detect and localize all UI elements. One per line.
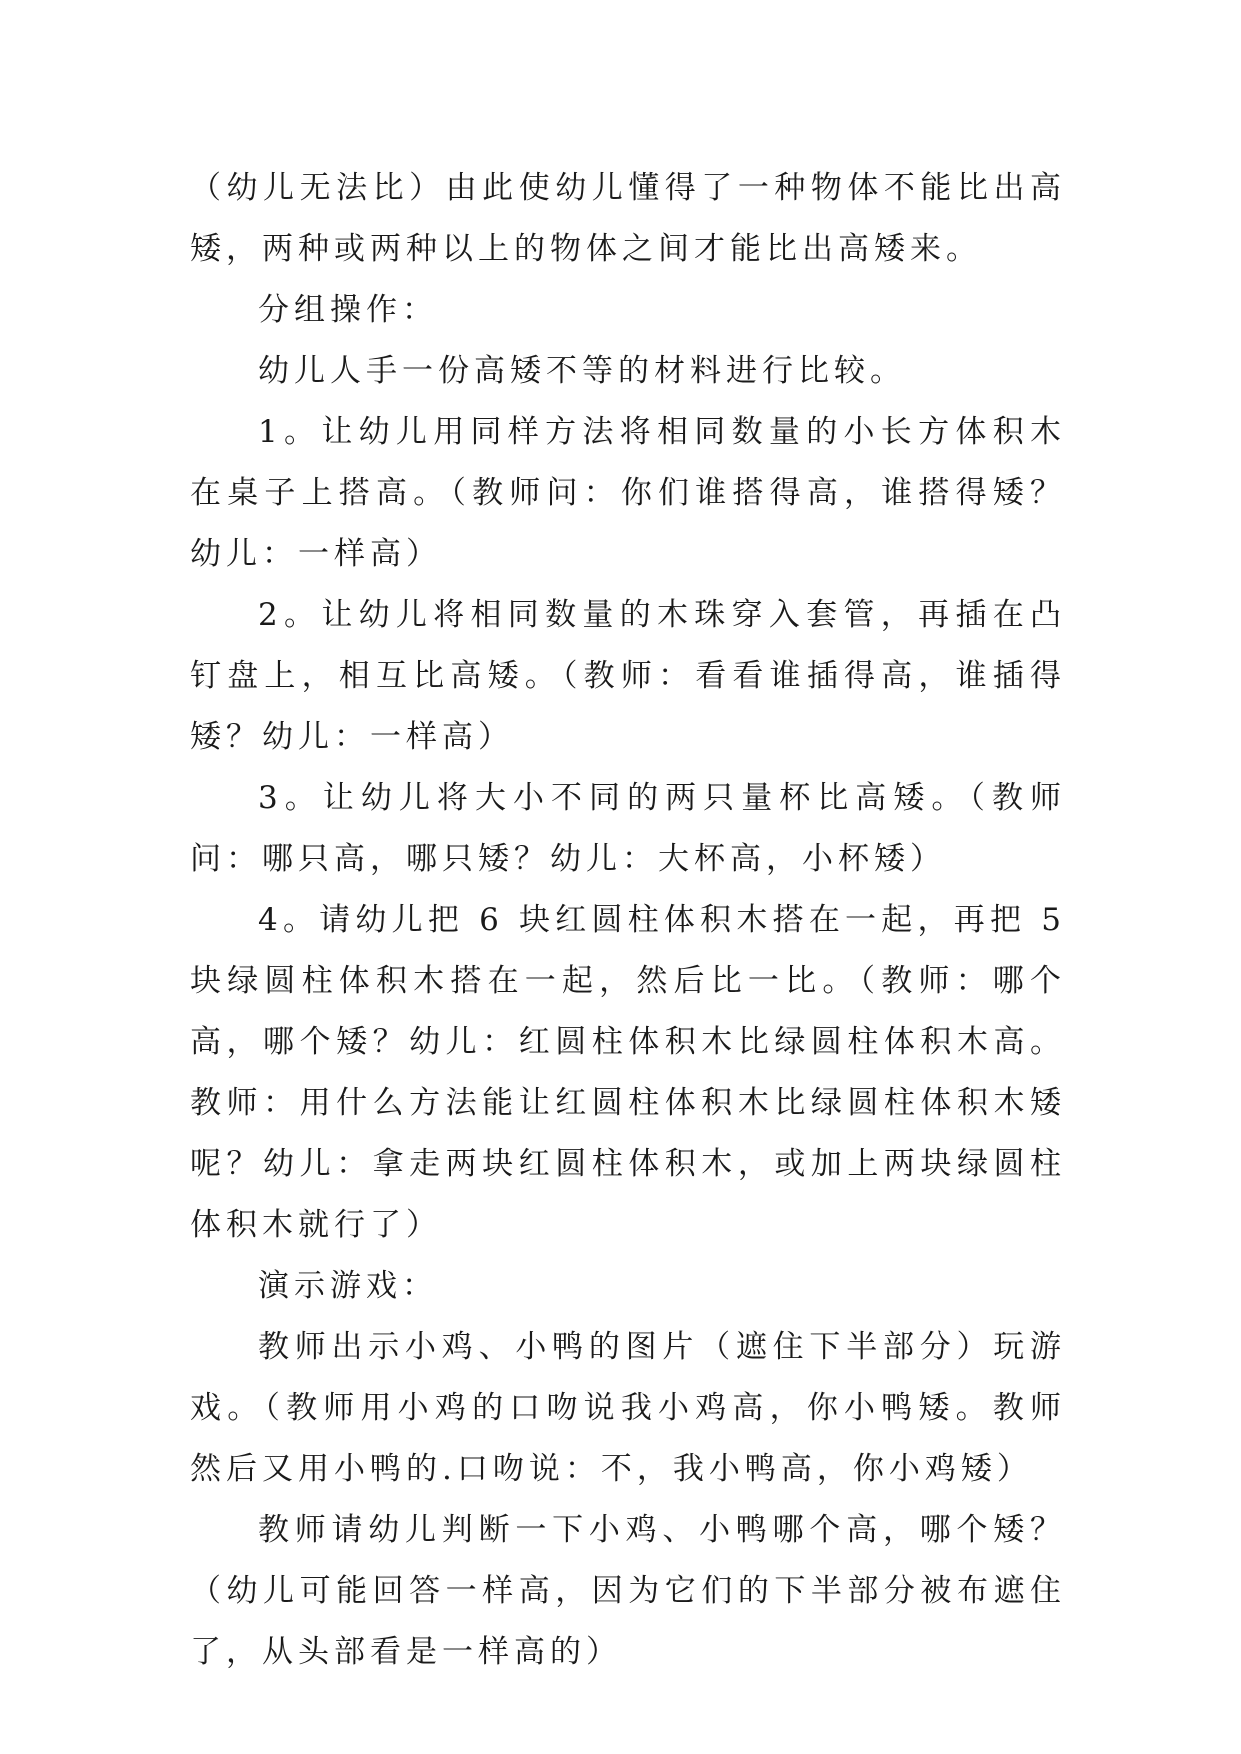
paragraph-8: 演示游戏：: [258, 1268, 438, 1304]
paragraph-1: （幼儿无法比）由此使幼儿懂得了一种物体不能比出高矮，两种或两种以上的物体之间才能比出高矮来。: [190, 170, 1066, 267]
document-page: [190, 158, 1066, 1683]
paragraph-4: 1。让幼儿用同样方法将相同数量的小长方体积木在桌子上搭高。（教师问：你们谁搭得高，谁搭得矮？幼儿：一样高）: [190, 414, 1066, 572]
paragraph-5: 2。让幼儿将相同数量的木珠穿入套管，再插在凸钉盘上，相互比高矮。（教师：看看谁插得高，谁插得矮？幼儿：一样高）: [190, 597, 1066, 755]
paragraph-9: 教师出示小鸡、小鸭的图片（遮住下半部分）玩游戏。（教师用小鸡的口吻说我小鸡高，你小鸭矮。教师然后又用小鸭的.口吻说：不，我小鸭高，你小鸡矮）: [190, 1329, 1066, 1487]
paragraph-3: 幼儿人手一份高矮不等的材料进行比较。: [258, 353, 906, 389]
paragraph-10: 教师请幼儿判断一下小鸡、小鸭哪个高，哪个矮？（幼儿可能回答一样高，因为它们的下半部分被布遮住了，从头部看是一样高的）: [190, 1512, 1066, 1670]
paragraph-7: 4。请幼儿把 6 块红圆柱体积木搭在一起，再把 5 块绿圆柱体积木搭在一起，然后比一比。（教师：哪个高，哪个矮？幼儿：红圆柱体积木比绿圆柱体积木高。教师：用什么方法能让红圆柱体积木比绿圆柱体积木矮呢？幼儿：拿走两块红圆柱体积木，或加上两块绿圆柱体积木就行了）: [190, 902, 1066, 1243]
paragraph-6: 3。让幼儿将大小不同的两只量杯比高矮。（教师问：哪只高，哪只矮？幼儿：大杯高，小杯矮）: [190, 780, 1066, 877]
paragraph-2: 分组操作：: [258, 292, 438, 328]
